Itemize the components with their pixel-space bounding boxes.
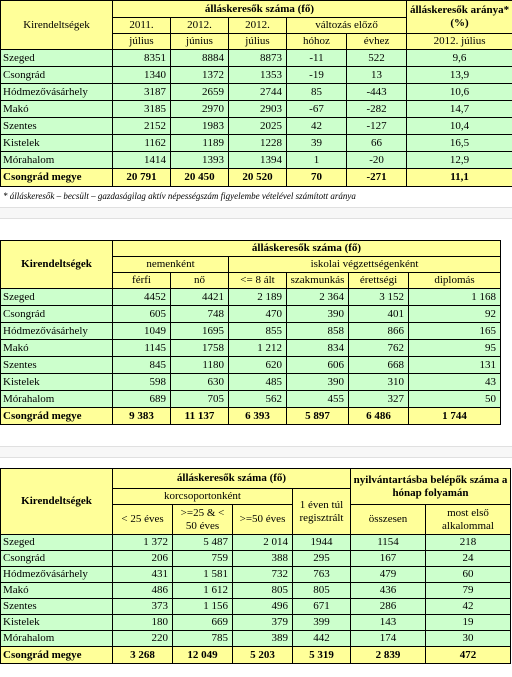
table-row: [1, 535, 511, 551]
cell: -67: [287, 101, 347, 118]
table-row: [1, 599, 511, 615]
row-name: Szentes: [1, 118, 113, 135]
cell: 390: [287, 306, 349, 323]
row-name: Mórahalom: [1, 391, 113, 408]
cell: 12,9: [407, 152, 512, 169]
entrants-total: összesen: [351, 505, 426, 535]
change-month: hóhoz: [287, 34, 347, 50]
cell: 9,6: [407, 50, 512, 67]
cell: 1154: [351, 535, 426, 551]
row-name: Hódmezővásárhely: [1, 84, 113, 101]
section-separator: [0, 207, 512, 219]
cell: 20 791: [113, 169, 171, 187]
row-name: Szeged: [1, 535, 113, 551]
cell: 11 137: [171, 408, 229, 425]
table-row: [1, 152, 512, 169]
cell: 834: [287, 340, 349, 357]
entrants-header: nyilvántartásba belépők száma a hónap folyamán: [351, 469, 511, 505]
cell: 668: [349, 357, 409, 374]
cell: 2 364: [287, 289, 349, 306]
sub-degree: diplomás: [409, 273, 501, 289]
row-name: Makó: [1, 340, 113, 357]
cell: 1145: [113, 340, 171, 357]
cell: 1983: [171, 118, 229, 135]
cell: 2025: [229, 118, 287, 135]
gender-header: nemenként: [113, 257, 229, 273]
cell: 472: [426, 647, 511, 664]
cell: 1 744: [409, 408, 501, 425]
cell: 131: [409, 357, 501, 374]
cell: 10,4: [407, 118, 512, 135]
col-header-offices: Kirendeltségek: [1, 1, 113, 50]
table-row: [1, 374, 501, 391]
cell: -282: [347, 101, 407, 118]
cell: 13,9: [407, 67, 512, 84]
table-row: [1, 101, 512, 118]
cell: 5 319: [293, 647, 351, 664]
cell: 95: [409, 340, 501, 357]
cell: 442: [293, 631, 351, 647]
group-header-jobseekers: álláskeresők száma (fő): [113, 241, 501, 257]
cell: 689: [113, 391, 171, 408]
table-row: [1, 118, 512, 135]
cell: 2744: [229, 84, 287, 101]
cell: 1: [287, 152, 347, 169]
cell: 16,5: [407, 135, 512, 152]
cell: 2 014: [233, 535, 293, 551]
table-row: [1, 340, 501, 357]
cell: 165: [409, 323, 501, 340]
cell: 8873: [229, 50, 287, 67]
cell: 486: [113, 583, 173, 599]
rate-period: 2012. július: [407, 34, 512, 50]
cell: 295: [293, 551, 351, 567]
cell: 759: [173, 551, 233, 567]
cell: 805: [293, 583, 351, 599]
row-name: Csongrád: [1, 306, 113, 323]
table-row: [1, 631, 511, 647]
cell: 2 189: [229, 289, 287, 306]
row-name: Csongrád megye: [1, 408, 113, 425]
sub-female: nő: [171, 273, 229, 289]
header-jobseeker-rate: álláskeresők aránya* (%): [407, 1, 512, 34]
row-name: Szentes: [1, 599, 113, 615]
cell: 2970: [171, 101, 229, 118]
cell: 220: [113, 631, 173, 647]
cell: 1372: [171, 67, 229, 84]
row-name: Szeged: [1, 289, 113, 306]
cell: 762: [349, 340, 409, 357]
cell: 3 268: [113, 647, 173, 664]
cell: 1944: [293, 535, 351, 551]
cell: 389: [233, 631, 293, 647]
cell: 85: [287, 84, 347, 101]
cell: 310: [349, 374, 409, 391]
cell: 39: [287, 135, 347, 152]
cell: -11: [287, 50, 347, 67]
cell: 855: [229, 323, 287, 340]
row-name: Kistelek: [1, 135, 113, 152]
cell: 5 203: [233, 647, 293, 664]
cell: 206: [113, 551, 173, 567]
table-row: [1, 583, 511, 599]
cell: 19: [426, 615, 511, 631]
change-year: évhez: [347, 34, 407, 50]
cell: 5 487: [173, 535, 233, 551]
cell: 522: [347, 50, 407, 67]
cell: 218: [426, 535, 511, 551]
cell: 8884: [171, 50, 229, 67]
cell: 785: [173, 631, 233, 647]
table-row: [1, 323, 501, 340]
cell: 630: [171, 374, 229, 391]
table-age-registration: [0, 468, 511, 664]
table-row: [1, 84, 512, 101]
cell: 470: [229, 306, 287, 323]
cell: 13: [347, 67, 407, 84]
cell: 1758: [171, 340, 229, 357]
cell: 11,1: [407, 169, 512, 187]
cell: 6 393: [229, 408, 287, 425]
cell: 6 486: [349, 408, 409, 425]
row-name: Csongrád megye: [1, 647, 113, 664]
cell: 1 156: [173, 599, 233, 615]
cell: 401: [349, 306, 409, 323]
cell: 496: [233, 599, 293, 615]
cell: 858: [287, 323, 349, 340]
cell: 620: [229, 357, 287, 374]
cell: 605: [113, 306, 171, 323]
table-row-total: [1, 169, 512, 187]
cell: 20 520: [229, 169, 287, 187]
cell: 9 383: [113, 408, 171, 425]
cell: 388: [233, 551, 293, 567]
cell: 20 450: [171, 169, 229, 187]
education-header: iskolai végzettségenként: [229, 257, 501, 273]
cell: 1 372: [113, 535, 173, 551]
row-name: Makó: [1, 101, 113, 118]
row-name: Kistelek: [1, 374, 113, 391]
cell: 379: [233, 615, 293, 631]
entrants-first-time: most első alkalommal: [426, 505, 511, 535]
year-2012-july: 2012.: [229, 18, 287, 34]
cell: 1353: [229, 67, 287, 84]
cell: 92: [409, 306, 501, 323]
table-row: [1, 615, 511, 631]
cell: -19: [287, 67, 347, 84]
cell: 2 839: [351, 647, 426, 664]
row-name: Hódmezővásárhely: [1, 323, 113, 340]
cell: 1 581: [173, 567, 233, 583]
age-header: korcsoportonként: [113, 489, 293, 505]
cell: 4452: [113, 289, 171, 306]
cell: 763: [293, 567, 351, 583]
month-june-2012: június: [171, 34, 229, 50]
cell: 845: [113, 357, 171, 374]
cell: 732: [233, 567, 293, 583]
table-row: [1, 551, 511, 567]
sub-male: férfi: [113, 273, 171, 289]
cell: 1340: [113, 67, 171, 84]
group-header-jobseekers: álláskeresők száma (fő): [113, 469, 351, 489]
col-header-offices: Kirendeltségek: [1, 241, 113, 289]
cell: 2903: [229, 101, 287, 118]
cell: 143: [351, 615, 426, 631]
cell: -443: [347, 84, 407, 101]
cell: 436: [351, 583, 426, 599]
age-under-25: < 25 éves: [113, 505, 173, 535]
cell: 1393: [171, 152, 229, 169]
cell: 286: [351, 599, 426, 615]
cell: 1 612: [173, 583, 233, 599]
row-name: Mórahalom: [1, 631, 113, 647]
row-name: Kistelek: [1, 615, 113, 631]
cell: 180: [113, 615, 173, 631]
cell: 2659: [171, 84, 229, 101]
cell: 5 897: [287, 408, 349, 425]
cell: 1394: [229, 152, 287, 169]
cell: 399: [293, 615, 351, 631]
table-monthly-jobseekers: [0, 0, 512, 187]
table-row: [1, 67, 512, 84]
cell: 805: [233, 583, 293, 599]
cell: 390: [287, 374, 349, 391]
cell: 866: [349, 323, 409, 340]
cell: 3 152: [349, 289, 409, 306]
row-name: Csongrád: [1, 67, 113, 84]
cell: 60: [426, 567, 511, 583]
cell: 66: [347, 135, 407, 152]
footnote: * álláskeresők – becsült – gazdaságilag aktív népességszám figyelembe vételével számított aránya: [3, 191, 356, 201]
cell: 479: [351, 567, 426, 583]
cell: 671: [293, 599, 351, 615]
cell: 70: [287, 169, 347, 187]
month-july-2012: július: [229, 34, 287, 50]
cell: 79: [426, 583, 511, 599]
cell: 2152: [113, 118, 171, 135]
cell: 562: [229, 391, 287, 408]
cell: 1 212: [229, 340, 287, 357]
cell: -271: [347, 169, 407, 187]
age-over-50: >=50 éves: [233, 505, 293, 535]
row-name: Szentes: [1, 357, 113, 374]
month-july-2011: július: [113, 34, 171, 50]
cell: 1 168: [409, 289, 501, 306]
age-25-50: >=25 & < 50 éves: [173, 505, 233, 535]
table-row: [1, 135, 512, 152]
cell: 42: [287, 118, 347, 135]
cell: 1189: [171, 135, 229, 152]
cell: 12 049: [173, 647, 233, 664]
sub-vocational: szakmunkás: [287, 273, 349, 289]
table-row: [1, 391, 501, 408]
cell: 327: [349, 391, 409, 408]
sub-secondary: érettségi: [349, 273, 409, 289]
cell: 43: [409, 374, 501, 391]
registered-over-1y: 1 éven túl regisztrált: [293, 489, 351, 535]
year-2011: 2011.: [113, 18, 171, 34]
cell: 431: [113, 567, 173, 583]
row-name: Mórahalom: [1, 152, 113, 169]
table-row-total: [1, 647, 511, 664]
row-name: Makó: [1, 583, 113, 599]
table-row: [1, 289, 501, 306]
row-name: Hódmezővásárhely: [1, 567, 113, 583]
cell: 1162: [113, 135, 171, 152]
cell: 1228: [229, 135, 287, 152]
cell: 598: [113, 374, 171, 391]
cell: 14,7: [407, 101, 512, 118]
table-gender-education: [0, 240, 501, 425]
cell: 373: [113, 599, 173, 615]
cell: 455: [287, 391, 349, 408]
cell: 669: [173, 615, 233, 631]
cell: -127: [347, 118, 407, 135]
cell: 8351: [113, 50, 171, 67]
row-name: Csongrád: [1, 551, 113, 567]
cell: 1049: [113, 323, 171, 340]
section-separator: [0, 446, 512, 458]
cell: 174: [351, 631, 426, 647]
cell: 42: [426, 599, 511, 615]
table-row-total: [1, 408, 501, 425]
cell: -20: [347, 152, 407, 169]
change-header: változás előző: [287, 18, 407, 34]
table-row: [1, 50, 512, 67]
row-name: Csongrád megye: [1, 169, 113, 187]
cell: 1180: [171, 357, 229, 374]
cell: 1414: [113, 152, 171, 169]
year-2012-june: 2012.: [171, 18, 229, 34]
cell: 24: [426, 551, 511, 567]
cell: 50: [409, 391, 501, 408]
table-row: [1, 567, 511, 583]
col-header-offices: Kirendeltségek: [1, 469, 113, 535]
cell: 748: [171, 306, 229, 323]
cell: 10,6: [407, 84, 512, 101]
cell: 4421: [171, 289, 229, 306]
cell: 606: [287, 357, 349, 374]
sub-primary: <= 8 ált: [229, 273, 287, 289]
cell: 3187: [113, 84, 171, 101]
cell: 705: [171, 391, 229, 408]
cell: 485: [229, 374, 287, 391]
table-row: [1, 357, 501, 374]
table-row: [1, 306, 501, 323]
row-name: Szeged: [1, 50, 113, 67]
cell: 30: [426, 631, 511, 647]
cell: 3185: [113, 101, 171, 118]
group-header-jobseekers: álláskeresők száma (fő): [113, 1, 407, 18]
cell: 1695: [171, 323, 229, 340]
cell: 167: [351, 551, 426, 567]
